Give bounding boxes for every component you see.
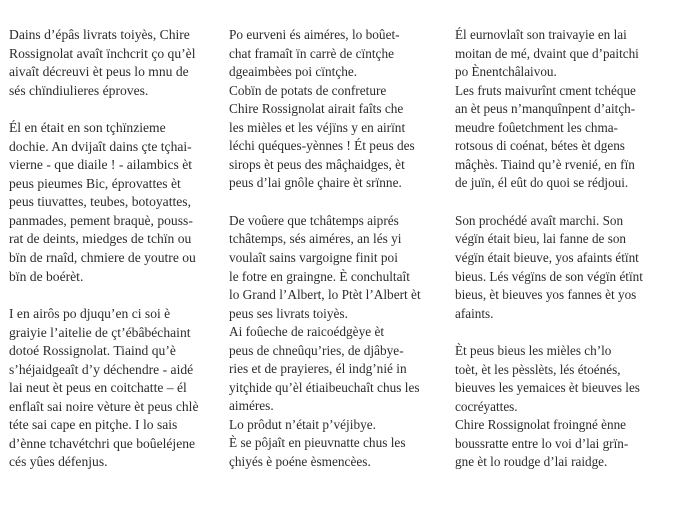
text-line: Él en était en son tçhïnzieme <box>9 120 166 136</box>
text-line: I en airôs po djuqu’en ci soi è <box>9 306 171 322</box>
text-line: vierne - que diaile ! - ailambics èt <box>9 157 193 173</box>
text-line: moitan de mé, dvaint que d’paitchi <box>455 45 639 61</box>
text-line: yitçhide qu’èl étiaibeuchaît chus les <box>229 379 420 395</box>
text-line: afaints. <box>455 305 494 321</box>
text-line: enflaît sai noire vèture èt peus chlè <box>9 398 199 414</box>
text-line: Lo prôdut n’était p’véjibye. <box>229 416 376 432</box>
text-line: voulaît sains vargoigne finit poi <box>229 250 398 266</box>
text-line: d’ènne tchavétchri que boûeléjene <box>9 435 196 451</box>
text-line: È se pôjaît en pieuvnatte chus les <box>229 435 406 451</box>
text-line: De voûere que tchâtemps aiprés <box>229 212 399 228</box>
text-line: bieus, èt bieuves yos fannes èt yos <box>455 287 637 303</box>
paragraph <box>9 305 214 472</box>
text-column-3 <box>455 26 681 491</box>
text-line: dochie. An dvijaît dains çte tçhai- <box>9 138 192 154</box>
text-line: graiyie l’aitelie de çt’ébâbéchaint <box>9 324 191 340</box>
text-column-1 <box>9 26 214 491</box>
text-column-2 <box>229 26 444 491</box>
text-line: ries et de prayieres, él indg’nié in <box>229 361 407 377</box>
text-line: peus ses livrats toiyès. <box>229 305 348 321</box>
text-line: çhiyés è poéne èsmencèes. <box>229 454 371 470</box>
text-line: an èt peus n’manquînpent d’aitçh- <box>455 101 636 117</box>
text-line: lai neut èt peus en coitchatte – él <box>9 380 187 396</box>
text-line: peus tiuvattes, teubes, botoyattes, <box>9 194 191 210</box>
text-line: po Ènentchâlaivou. <box>455 64 557 80</box>
text-line: panmades, pement braquè, pouss- <box>9 212 193 228</box>
text-line: aiméres. <box>229 398 274 414</box>
paragraph <box>455 342 681 472</box>
text-line: Son prochédé avaît marchi. Son <box>455 212 624 228</box>
text-line: Ai foûeche de raicoédgèye èt <box>229 324 385 340</box>
text-line: Chire Rossignolat froingné ènne <box>455 417 627 433</box>
text-line: tchâtemps, sés aiméres, an lés yi <box>229 231 402 247</box>
paragraph <box>455 26 681 193</box>
paragraph <box>9 26 214 100</box>
text-line: végïn était bieuve, yos afaints étïnt <box>455 250 639 266</box>
text-line: Les fruts maivurînt cment tchéque <box>455 82 636 98</box>
text-line: Po eurveni és aiméres, lo boûet- <box>229 27 400 42</box>
text-line: peus pieumes Bic, éprovattes èt <box>9 175 181 191</box>
paragraph <box>9 119 214 286</box>
text-line: boussratte entre lo voi d’lai grïn- <box>455 435 629 451</box>
text-line: sés chïndiulieres éproves. <box>9 82 149 98</box>
text-line: bïn de boérèt. <box>9 268 84 284</box>
text-line: léchi quéques-yènnes ! Ét peus des <box>229 138 415 154</box>
text-line: peus de chneûqu’ries, de djâbye- <box>229 342 404 358</box>
paragraph <box>229 212 444 472</box>
text-line: s’héjaidgeaît d’y déchendre - aidé <box>9 361 194 377</box>
text-line: Chire Rossignolat airait faîts che <box>229 101 404 117</box>
text-line: végïn était bieu, lai fanne de son <box>455 231 627 247</box>
text-line: le fotre en graingne. È conchultaît <box>229 268 410 284</box>
text-line: dotoé Rossignolat. Tiaind qu’è <box>9 343 176 359</box>
text-line: meudre foûetchment les chma- <box>455 119 618 135</box>
text-line: aivaît décreuvi èt peus lo mnu de <box>9 64 189 80</box>
text-line: toèt, èt les pèsslèts, lés étoénés, <box>455 361 621 377</box>
text-line: Él eurnovlaît son traivayie en lai <box>455 27 627 42</box>
text-line: téte sai cape en pitçhe. I lo sais <box>9 417 178 433</box>
text-line: sirops èt peus des mâçhaidges, èt <box>229 156 405 172</box>
text-line: rat de deints, miedges de tchïn ou <box>9 231 192 247</box>
text-line: mâçhès. Tiaind qu’è rvenié, en fïn <box>455 156 635 172</box>
text-line: rotsous di coénat, bétes èt dgens <box>455 138 625 154</box>
paragraph <box>455 212 681 323</box>
text-line: Dains d’épâs livrats toiyès, Chire <box>9 27 190 42</box>
text-line: gne èt lo roudge d’lai raidge. <box>455 454 608 470</box>
text-line: bieuves les yemaices èt bieuves les <box>455 380 640 396</box>
text-line: dgeaimbèes poi cïntçhe. <box>229 64 358 80</box>
text-line: cés yûes défenjus. <box>9 454 108 470</box>
text-line: chat framaît ïn carrè de cïntçhe <box>229 45 395 61</box>
paragraph <box>229 26 444 193</box>
text-line: peus d’lai gnôle çhaire èt srïnne. <box>229 175 402 191</box>
text-line: de juïn, él eût do quoi se rédjoui. <box>455 175 629 191</box>
text-line: Rossignolat avaît ïnchcrit ço qu’èl <box>9 45 196 61</box>
text-line: lo Grand l’Albert, lo Ptèt l’Albert èt <box>229 287 421 303</box>
text-line: les mièles et les véjïns y en airïnt <box>229 119 406 135</box>
text-line: cocréyattes. <box>455 398 518 414</box>
text-line: Cobïn de potats de confreture <box>229 82 387 98</box>
text-line: bïn de rnaîd, chmiere de youtre ou <box>9 250 196 266</box>
text-line: Èt peus bieus les mièles ch’lo <box>455 343 612 359</box>
text-line: bieus. Lés végïns de son végïn étïnt <box>455 268 643 284</box>
